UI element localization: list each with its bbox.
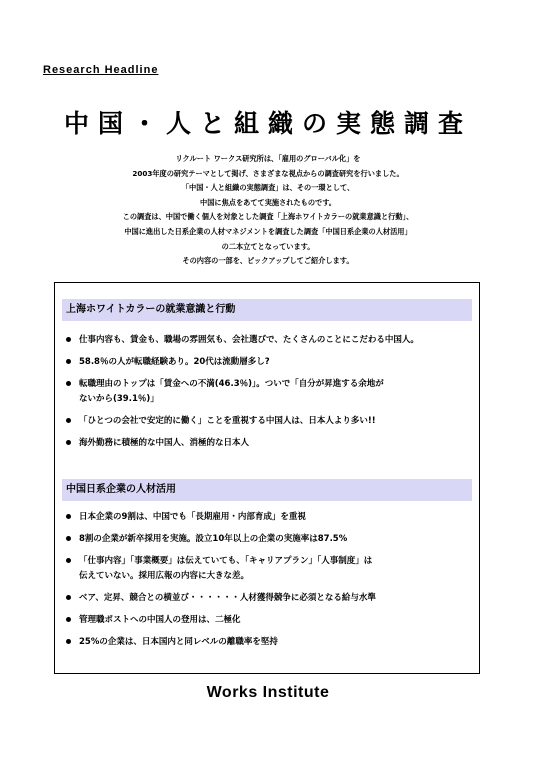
item-text: 日本企業の9割は、中国でも「長期雇用・内部育成」を重視 [79,512,306,522]
list-item [66,591,471,606]
bullet-icon [66,536,71,541]
list-item [66,377,471,407]
list-item [66,414,471,429]
section-list-japanese-firms [66,510,471,657]
item-text: ベア、定昇、競合との横並び・・・・・・人材獲得競争に必須となる給与水準 [79,593,376,603]
section-list-shanghai [66,333,471,458]
item-text: 25%の企業は、日本国内と同レベルの離職率を堅持 [79,637,278,647]
bullet-icon [66,639,71,644]
item-text: 転職理由のトップは「賃金への不満(46.3％)」。ついで「自分が昇進する余地が [79,379,384,389]
item-text-continued: ないから(39.1％)」 [79,394,159,404]
list-item [66,554,471,584]
page-title: 中国・人と組織の実態調査 [63,109,472,138]
item-text: 8割の企業が新卒採用を実施。設立10年以上の企業の実施率は87.5% [79,534,348,544]
list-item [66,510,471,525]
bullet-icon [66,558,71,563]
list-item [66,613,471,628]
item-text-continued: 伝えていない。採用広報の内容に大きな差。 [79,571,250,581]
section-header-shanghai: 上海ホワイトカラーの就業意識と行動 [62,299,472,321]
item-text: 仕事内容も、賃金も、職場の雰囲気も、会社選びで、たくさんのことにこだわる中国人。 [79,335,419,345]
list-item [66,333,471,348]
section-header-japanese-firms: 中国日系企業の人材活用 [62,479,472,501]
bullet-icon [66,337,71,342]
bullet-icon [66,595,71,600]
bullet-icon [66,440,71,445]
intro-line: この調査は、中国で働く個人を対象とした調査「上海ホワイトカラーの就業意識と行動」、 [122,212,414,222]
item-text: 海外勤務に積極的な中国人、消極的な日本人 [79,438,250,448]
intro-line: その内容の一部を、ピックアップしてご紹介します。 [182,256,354,266]
intro-line: 「中国・人と組織の実態調査」は、その一環として、 [181,183,355,193]
list-item [66,532,471,547]
intro-line: リクルート ワークス研究所は、「雇用のグローバル化」を [175,154,361,163]
bullet-icon [66,381,71,386]
list-item [66,355,471,370]
intro-line: の二本立てとなっています。 [221,241,315,251]
works-institute-logo: Works Institute [206,684,330,701]
bullet-icon [66,514,71,519]
bullet-icon [66,617,71,622]
item-text: 58.8％の人が転職経験あり。20代は流動層多し? [79,357,270,367]
bullet-icon [66,359,71,364]
item-text: 管理職ポストへの中国人の登用は、二極化 [79,615,241,625]
research-headline-label: Research Headline [43,64,159,76]
intro-line: 中国に進出した日系企業の人材マネジメントを調査した調査「中国日系企業の人材活用」 [124,226,412,236]
findings-box [54,282,480,674]
item-text: 「仕事内容」「事業概要」は伝えていても、「キャリアプラン」「人事制度」は [79,556,373,566]
item-text: 「ひとつの会社で安定的に働く」ことを重視する中国人は、日本人より多い!! [79,416,376,426]
list-item [66,436,471,451]
intro-line: 中国に焦点をあてて実施されたものです。 [200,197,336,207]
intro-line: 2003年度の研究テーマとして掲げ、さまざまな視点からの調査研究を行いました。 [132,168,404,178]
bullet-icon [66,418,71,423]
list-item [66,635,471,650]
intro-text [70,152,466,269]
